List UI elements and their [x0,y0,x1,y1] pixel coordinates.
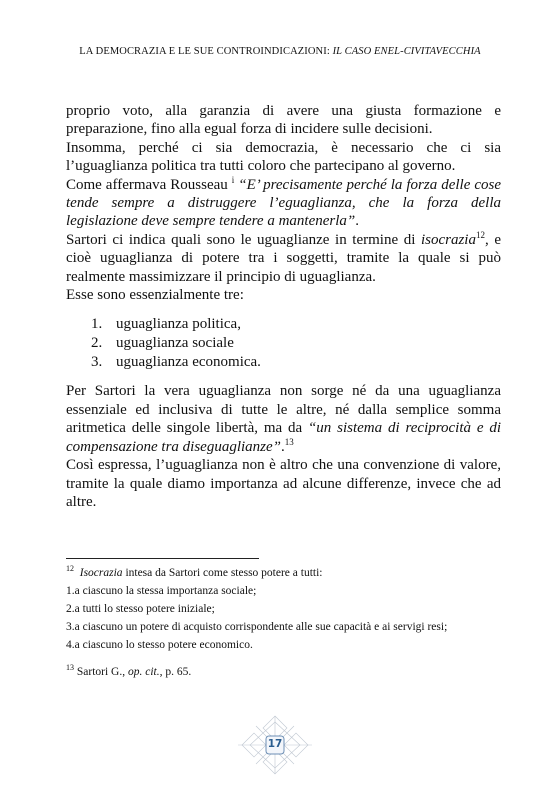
endnote-mark[interactable]: i [231,174,235,185]
list-text: uguaglianza politica, [116,316,241,333]
page-number: 17 [267,738,283,750]
running-header [0,46,560,57]
text-line: proprio voto, alla garanzia di avere una giusta formazione e preparazione, fino alla egual forza di incidere sulle decisioni. [66,103,501,138]
isocrazia-term: isocrazia [420,231,476,248]
text-line: Sartori ci indica quali sono le uguaglianze in termine di [66,231,421,248]
footnote-item: 3.a ciascuno un potere di acquisto corrispondente alle sue capacità e ai servigi resi; [66,621,448,633]
main-text [66,102,501,511]
list-item [91,334,501,353]
footnote-text: intesa da Sartori come stesso potere a tutti: [122,567,323,579]
footnotes [66,564,501,681]
paragraph [66,382,501,456]
text-line: Come affermava Rousseau [66,176,232,193]
footnote-ref-12[interactable]: 12 [475,229,485,240]
footnote-mark: 13 [66,663,74,673]
text-line: Per Sartori la vera uguaglianza non sorge né da una uguaglianza essenziale ed inclusiva di tutte le altre, né dalla semplice somma aritmetica delle singole libertà, ma da [66,383,501,437]
page-number-ornament [230,714,320,776]
header-title: LA DEMOCRAZIA E LE SUE CONTROINDICAZIONI: [79,46,333,57]
sartori-paragraph [66,231,501,286]
text-line: , e cioè uguaglianza di potere tra i soggetti, tramite la quale si può realmente massimizzare il principio di uguaglianza. [66,231,501,285]
paragraph [66,286,501,304]
paragraph [66,102,501,139]
footnote-term: Isocrazia [79,567,123,579]
list-text: uguaglianza sociale [116,335,234,352]
rousseau-paragraph [66,176,501,231]
text-line: . [355,213,359,230]
text-line: . [281,438,285,455]
list-number: 2. [91,335,103,352]
list-item [91,353,501,372]
footnote-text: p. 65. [162,666,192,678]
paragraph [66,139,501,176]
paragraph [66,456,501,511]
list-number: 1. [91,316,103,333]
list-number: 3. [91,354,103,371]
rousseau-quote: “E’ precisamente perché la forza delle cose tende sempre a distruggere l’eguaglianza, che la forza della legislazione deve sempre tendere a mantenerla” [66,176,502,230]
footnote-item: 2.a tutti lo stesso potere iniziale; [66,603,215,615]
footnote-separator [66,558,259,559]
footnote-item: 4.a ciascuno lo stesso potere economico. [66,639,253,651]
text-line: Esse sono essenzialmente tre: [66,287,244,304]
footnote-ref-13[interactable]: 13 [284,436,294,447]
sartori-quote: “un sistema di reciprocità e di compensazione tra diseguaglianze” [66,420,501,455]
footnote-13 [66,663,501,681]
footnote-text: Sartori G., [74,666,128,678]
list-item [91,315,501,334]
list-text: uguaglianza economica. [116,354,261,371]
footnote-mark: 12 [66,564,74,574]
text-line: Così espressa, l’uguaglianza non è altro che una convenzione di valore, tramite la quale diamo importanza ad alcune differenze, invece che ad altre. [66,457,501,510]
footnote-item: 1.a ciascuno la stessa importanza sociale; [66,585,257,597]
equality-list [91,315,501,372]
footnote-12 [66,564,501,582]
footnote-work: op. cit., [127,666,163,678]
text-line: Insomma, perché ci sia democrazia, è necessario che ci sia l’uguaglianza politica tra tutti coloro che partecipano al governo. [66,139,501,175]
header-title-italic: IL CASO ENEL-CIVITAVECCHIA [332,46,481,57]
